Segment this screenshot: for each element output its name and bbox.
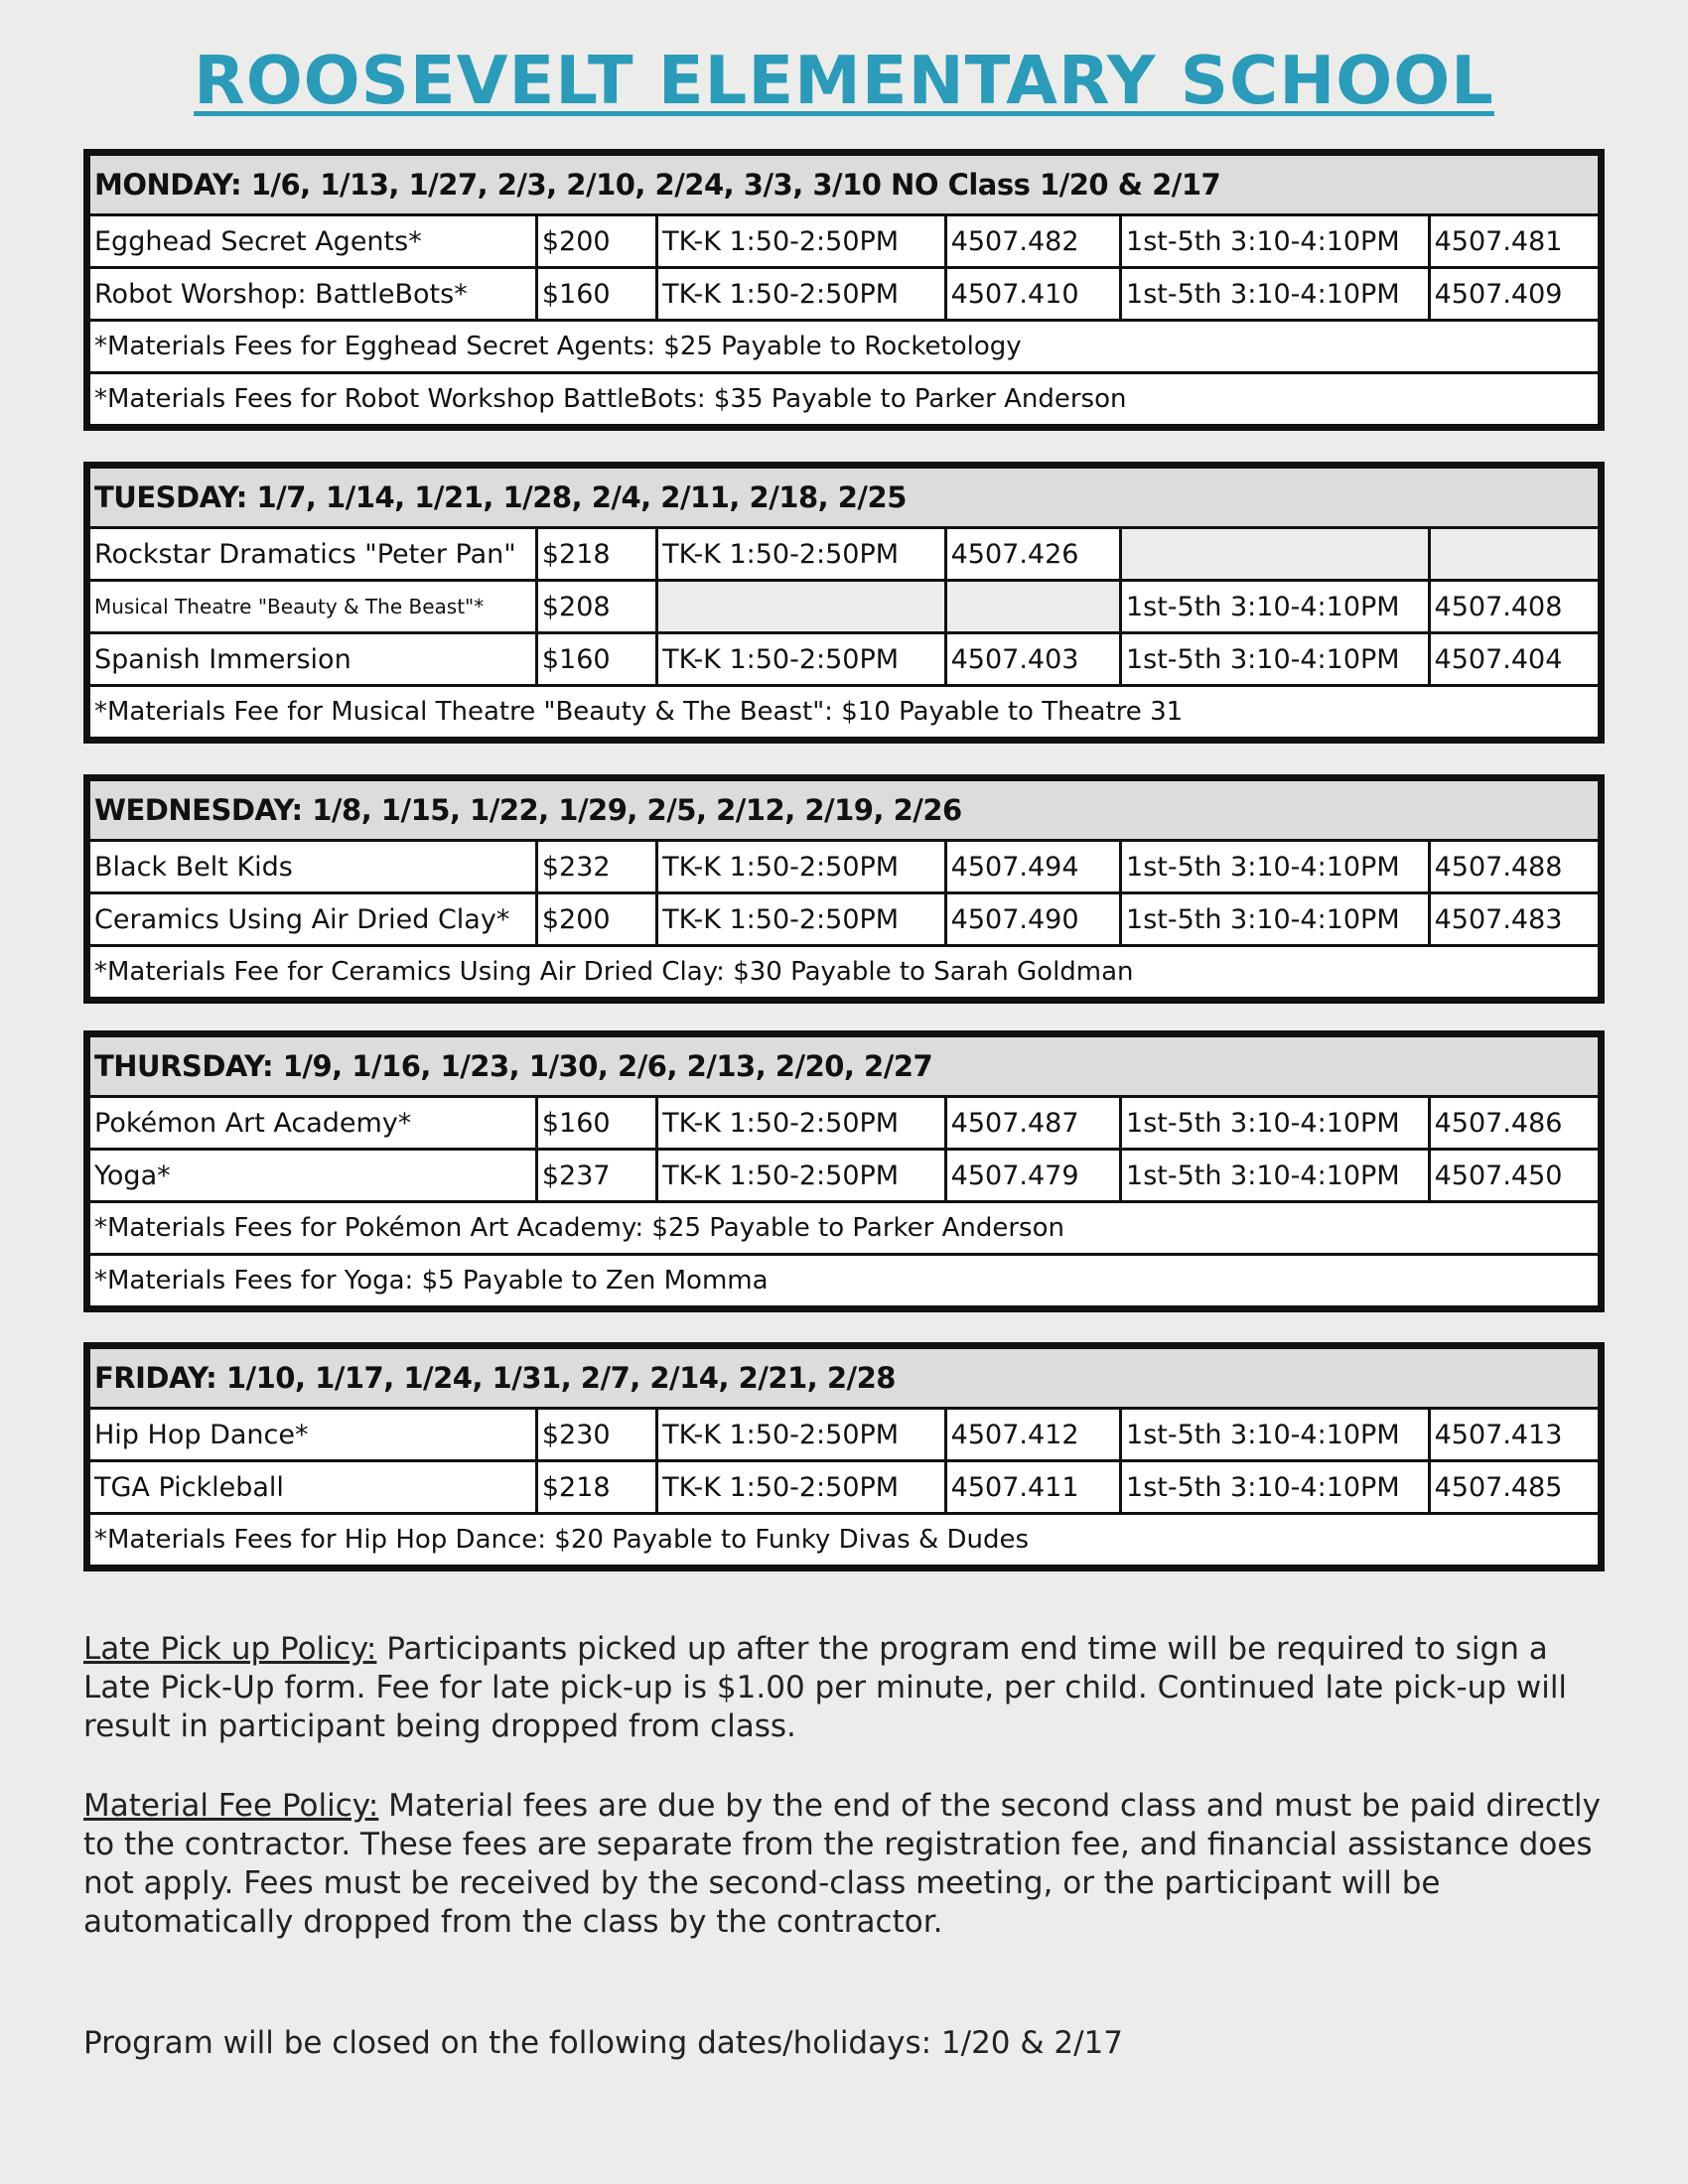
- materials-note: *Materials Fees for Robot Workshop BattleBots: $35 Payable to Parker Anderson: [89, 373, 1600, 426]
- tk-time: TK-K 1:50-2:50PM: [657, 1409, 946, 1461]
- monday-table: [83, 149, 1605, 431]
- class-price: $160: [536, 633, 656, 686]
- class-name: Ceramics Using Air Dried Clay*: [89, 893, 537, 946]
- class-price: $200: [536, 893, 656, 946]
- class-name: TGA Pickleball: [89, 1461, 537, 1514]
- class-price: $232: [536, 841, 656, 893]
- table-row: [89, 1409, 1600, 1461]
- tk-time: TK-K 1:50-2:50PM: [657, 215, 946, 268]
- tk-time: TK-K 1:50-2:50PM: [657, 633, 946, 686]
- thursday-table: [83, 1030, 1605, 1312]
- grade-time: 1st-5th 3:10-4:10PM: [1121, 1097, 1430, 1150]
- tk-code: 4507.411: [945, 1461, 1120, 1514]
- tk-time: TK-K 1:50-2:50PM: [657, 1461, 946, 1514]
- class-price: $218: [536, 1461, 656, 1514]
- tk-code: 4507.412: [945, 1409, 1120, 1461]
- tk-code: 4507.479: [945, 1150, 1120, 1202]
- grade-code: 4507.408: [1429, 581, 1599, 633]
- materials-note: *Materials Fees for Egghead Secret Agents: $25 Payable to Rocketology: [89, 321, 1600, 373]
- grade-time: 1st-5th 3:10-4:10PM: [1121, 268, 1430, 321]
- materials-note: *Materials Fees for Yoga: $5 Payable to Zen Momma: [89, 1255, 1600, 1307]
- class-name: Yoga*: [89, 1150, 537, 1202]
- monday-header: MONDAY: 1/6, 1/13, 1/27, 2/3, 2/10, 2/24, 3/3, 3/10 NO Class 1/20 & 2/17: [89, 155, 1600, 215]
- tk-time: TK-K 1:50-2:50PM: [657, 841, 946, 893]
- grade-code: 4507.486: [1429, 1097, 1599, 1150]
- grade-code: 4507.409: [1429, 268, 1599, 321]
- grade-code: 4507.485: [1429, 1461, 1599, 1514]
- material-fee-policy: [83, 1787, 1613, 1942]
- grade-time: [1120, 528, 1429, 581]
- tk-time: TK-K 1:50-2:50PM: [657, 893, 946, 946]
- page-title: ROOSEVELT ELEMENTARY SCHOOL: [194, 42, 1494, 119]
- tuesday-header: TUESDAY: 1/7, 1/14, 1/21, 1/28, 2/4, 2/11, 2/18, 2/25: [89, 468, 1600, 528]
- class-name: Egghead Secret Agents*: [89, 215, 537, 268]
- tk-time: [657, 581, 946, 633]
- table-row: [89, 1097, 1600, 1150]
- materials-note: *Materials Fee for Ceramics Using Air Dried Clay: $30 Payable to Sarah Goldman: [89, 946, 1600, 999]
- tk-time: TK-K 1:50-2:50PM: [657, 1150, 946, 1202]
- tk-code: 4507.487: [945, 1097, 1120, 1150]
- class-name: Spanish Immersion: [89, 633, 537, 686]
- grade-time: 1st-5th 3:10-4:10PM: [1120, 633, 1429, 686]
- wednesday-table: [83, 774, 1605, 1004]
- late-pickup-text: Participants picked up after the program end time will be required to sign a Late Pick-Up form. Fee for late pick-up is $1.00 per minute, per child. Continued late pick-up will result in participant being dropped from class.: [83, 1631, 1568, 1744]
- class-price: $218: [536, 528, 656, 581]
- grade-time: 1st-5th 3:10-4:10PM: [1121, 1461, 1430, 1514]
- tk-code: 4507.482: [945, 215, 1120, 268]
- material-fee-label: Material Fee Policy:: [83, 1788, 379, 1824]
- table-row: [89, 528, 1600, 581]
- table-row: [89, 893, 1600, 946]
- class-name: Black Belt Kids: [89, 841, 537, 893]
- closed-dates: Program will be closed on the following dates/holidays: 1/20 & 2/17: [83, 2025, 1124, 2061]
- grade-code: 4507.483: [1429, 893, 1599, 946]
- materials-note: *Materials Fees for Pokémon Art Academy: $25 Payable to Parker Anderson: [89, 1202, 1600, 1255]
- table-row: [89, 581, 1600, 633]
- class-price: $208: [536, 581, 656, 633]
- friday-table: [83, 1342, 1605, 1571]
- grade-code: 4507.481: [1429, 215, 1599, 268]
- late-pickup-label: Late Pick up Policy:: [83, 1631, 377, 1667]
- tk-code: 4507.403: [945, 633, 1120, 686]
- table-row: [89, 1150, 1600, 1202]
- tk-code: [945, 581, 1120, 633]
- tk-time: TK-K 1:50-2:50PM: [657, 1097, 946, 1150]
- tuesday-table: [83, 462, 1605, 744]
- tk-time: TK-K 1:50-2:50PM: [657, 268, 946, 321]
- thursday-header: THURSDAY: 1/9, 1/16, 1/23, 1/30, 2/6, 2/13, 2/20, 2/27: [89, 1036, 1600, 1097]
- friday-header: FRIDAY: 1/10, 1/17, 1/24, 1/31, 2/7, 2/14, 2/21, 2/28: [89, 1348, 1600, 1409]
- materials-note: *Materials Fees for Hip Hop Dance: $20 Payable to Funky Divas & Dudes: [89, 1514, 1600, 1567]
- class-price: $160: [536, 1097, 656, 1150]
- grade-time: 1st-5th 3:10-4:10PM: [1121, 841, 1430, 893]
- table-row: [89, 633, 1600, 686]
- late-pickup-policy: [83, 1630, 1613, 1746]
- grade-code: 4507.404: [1429, 633, 1599, 686]
- class-name: Pokémon Art Academy*: [89, 1097, 537, 1150]
- class-name: Hip Hop Dance*: [89, 1409, 537, 1461]
- table-row: [89, 215, 1600, 268]
- grade-code: [1429, 528, 1599, 581]
- class-name: Rockstar Dramatics "Peter Pan": [89, 528, 537, 581]
- table-row: [89, 1461, 1600, 1514]
- grade-code: 4507.413: [1429, 1409, 1599, 1461]
- class-name: Musical Theatre "Beauty & The Beast"*: [89, 581, 537, 633]
- wednesday-header: WEDNESDAY: 1/8, 1/15, 1/22, 1/29, 2/5, 2/12, 2/19, 2/26: [89, 780, 1600, 841]
- tk-code: 4507.426: [945, 528, 1120, 581]
- grade-time: 1st-5th 3:10-4:10PM: [1121, 1409, 1430, 1461]
- grade-code: 4507.450: [1429, 1150, 1599, 1202]
- material-fee-text: Material fees are due by the end of the second class and must be paid directly to the contractor. These fees are separate from the registration fee, and financial assistance does not apply. Fees must be received by the second-class meeting, or the participant will be automatically dropped from the class by the contractor.: [83, 1788, 1601, 1940]
- tk-time: TK-K 1:50-2:50PM: [657, 528, 946, 581]
- grade-time: 1st-5th 3:10-4:10PM: [1121, 215, 1430, 268]
- table-row: [89, 268, 1600, 321]
- grade-time: 1st-5th 3:10-4:10PM: [1120, 581, 1429, 633]
- grade-time: 1st-5th 3:10-4:10PM: [1121, 1150, 1430, 1202]
- class-price: $160: [536, 268, 656, 321]
- materials-note: *Materials Fee for Musical Theatre "Beauty & The Beast": $10 Payable to Theatre 31: [89, 686, 1600, 739]
- class-price: $200: [536, 215, 656, 268]
- class-name: Robot Worshop: BattleBots*: [89, 268, 537, 321]
- grade-code: 4507.488: [1429, 841, 1599, 893]
- tk-code: 4507.410: [945, 268, 1120, 321]
- table-row: [89, 841, 1600, 893]
- class-price: $230: [536, 1409, 656, 1461]
- tk-code: 4507.494: [945, 841, 1120, 893]
- tk-code: 4507.490: [945, 893, 1120, 946]
- class-price: $237: [536, 1150, 656, 1202]
- grade-time: 1st-5th 3:10-4:10PM: [1121, 893, 1430, 946]
